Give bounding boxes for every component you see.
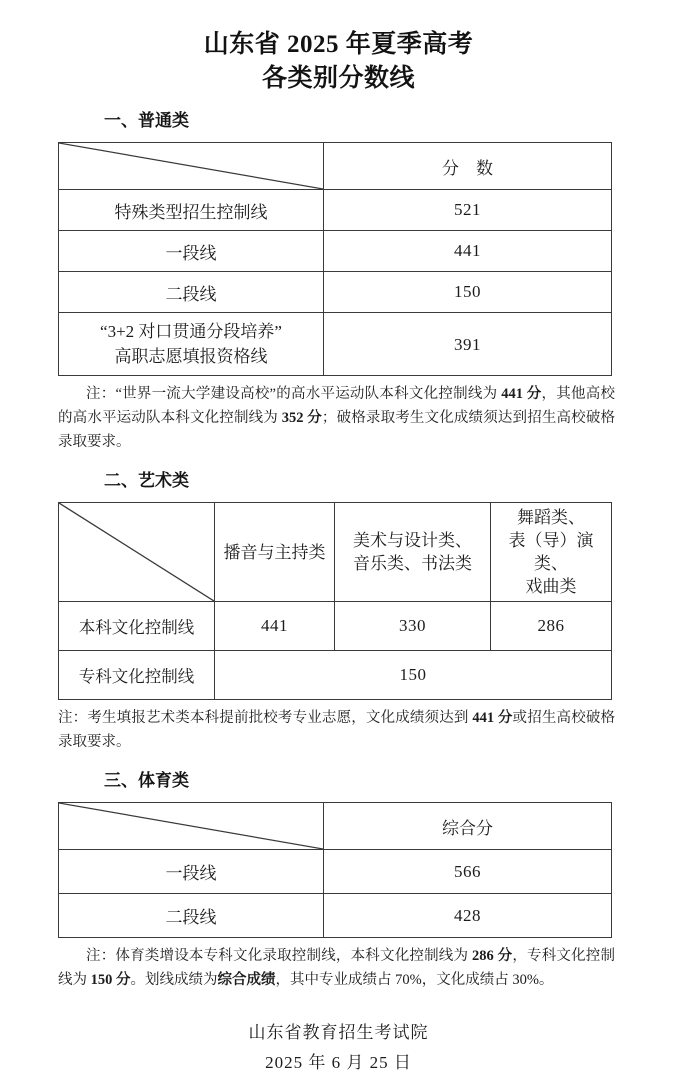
note-text-1: “世界一流大学建设高校”的高水平运动队本科文化控制线为 [115,386,502,402]
note-text-3: 。划线成绩为 [130,972,218,988]
table-row [59,651,612,700]
diagonal-corner-cell [59,143,324,190]
column-header-broadcasting: 播音与主持类 [215,503,335,602]
note-bold-1: 286 分 [472,948,513,964]
note-general-category [0,382,677,454]
column-header-score: 分 数 [324,143,612,190]
note-arts-category [0,706,677,754]
table-general-category [58,142,612,376]
row-label-sports-tier-one: 一段线 [59,850,324,894]
row-value-college-culture-merged: 150 [215,651,612,700]
table-header-row [59,143,612,190]
note-text-1: 考生填报艺术类本科提前批校考专业志愿，文化成绩须达到 [87,710,473,726]
row-label-3plus2 [59,313,324,376]
note-prefix: 注： [58,710,88,726]
table-header-row [59,503,612,602]
title-line-1: 山东省 2025 年夏季高考 [203,31,474,58]
table-header-row [59,803,612,850]
row-value-special-type: 521 [324,190,612,231]
row-label-tier-two: 二段线 [59,272,324,313]
note-bold-2: 352 分 [281,410,322,426]
diagonal-line-icon [59,143,323,189]
table-wrap-sports [0,802,677,938]
row-value-tier-one: 441 [324,231,612,272]
note-bold-3: 综合成绩 [217,972,276,988]
column-header-fine-arts-line2: 音乐类、书法类 [353,554,472,573]
note-text-4: ，其中专业成绩占 70%，文化成绩占 30%。 [275,972,554,988]
note-text-1: 体育类增设本专科文化录取控制线，本科文化控制线为 [115,948,473,964]
column-header-dance-line1: 舞蹈类、 [517,508,585,527]
row-label-sports-tier-two: 二段线 [59,894,324,938]
document-footer [0,1018,677,1078]
note-text-2: ，专科文化控制线为 [58,948,616,988]
section-heading-sports: 三、体育类 [104,771,189,790]
row-value-sports-tier-one: 566 [324,850,612,894]
table-row [59,850,612,894]
table-sports-category [58,802,612,938]
note-text-3: ；破格录取考生文化成绩须达到招生高校破格录取要求。 [58,410,616,450]
note-prefix: 注： [86,386,116,402]
diagonal-line-icon [59,503,214,601]
row-value-undergrad-dance: 286 [491,602,612,651]
row-value-tier-two: 150 [324,272,612,313]
column-header-fine-arts-line1: 美术与设计类、 [353,531,472,550]
table-row [59,313,612,376]
section-heading-general: 一、普通类 [104,111,189,130]
row-label-college-culture: 专科文化控制线 [59,651,215,700]
footer-date: 2025 年 6 月 25 日 [265,1053,412,1072]
footer-issuer: 山东省教育招生考试院 [248,1023,429,1042]
row-value-3plus2: 391 [324,313,612,376]
row-label-3plus2-line1: “3+2 对口贯通分段培养” [100,322,282,341]
column-header-dance-line2: 表（导）演类、 [508,531,594,573]
row-value-sports-tier-two: 428 [324,894,612,938]
row-value-undergrad-broadcasting: 441 [215,602,335,651]
note-prefix: 注： [86,948,116,964]
title-line-2: 各类别分数线 [261,65,415,92]
diagonal-corner-cell [59,503,215,602]
table-wrap-arts [0,502,677,700]
table-row [59,894,612,938]
table-wrap-general [0,142,677,376]
row-label-special-type: 特殊类型招生控制线 [59,190,324,231]
note-bold-1: 441 分 [501,386,542,402]
note-bold-1: 441 分 [472,710,513,726]
table-arts-category [58,502,612,700]
diagonal-corner-cell [59,803,324,850]
table-row [59,190,612,231]
row-value-undergrad-fine-arts: 330 [335,602,491,651]
note-text-2: 或招生高校破格录取要求。 [58,710,616,750]
table-row [59,272,612,313]
row-label-tier-one: 一段线 [59,231,324,272]
row-label-3plus2-line2: 高职志愿填报资格线 [114,347,268,366]
column-header-dance [491,503,612,602]
diagonal-line-icon [59,803,323,849]
column-header-composite-score: 综合分 [324,803,612,850]
note-text-2: ，其他高校的高水平运动队本科文化控制线为 [58,386,616,426]
table-row [59,602,612,651]
column-header-dance-line3: 戏曲类 [525,577,577,596]
section-heading-arts: 二、艺术类 [104,471,189,490]
column-header-fine-arts [335,503,491,602]
row-label-undergrad-culture: 本科文化控制线 [59,602,215,651]
note-sports-category [0,944,677,992]
page-title [0,0,677,96]
table-row [59,231,612,272]
note-bold-2: 150 分 [90,972,131,988]
